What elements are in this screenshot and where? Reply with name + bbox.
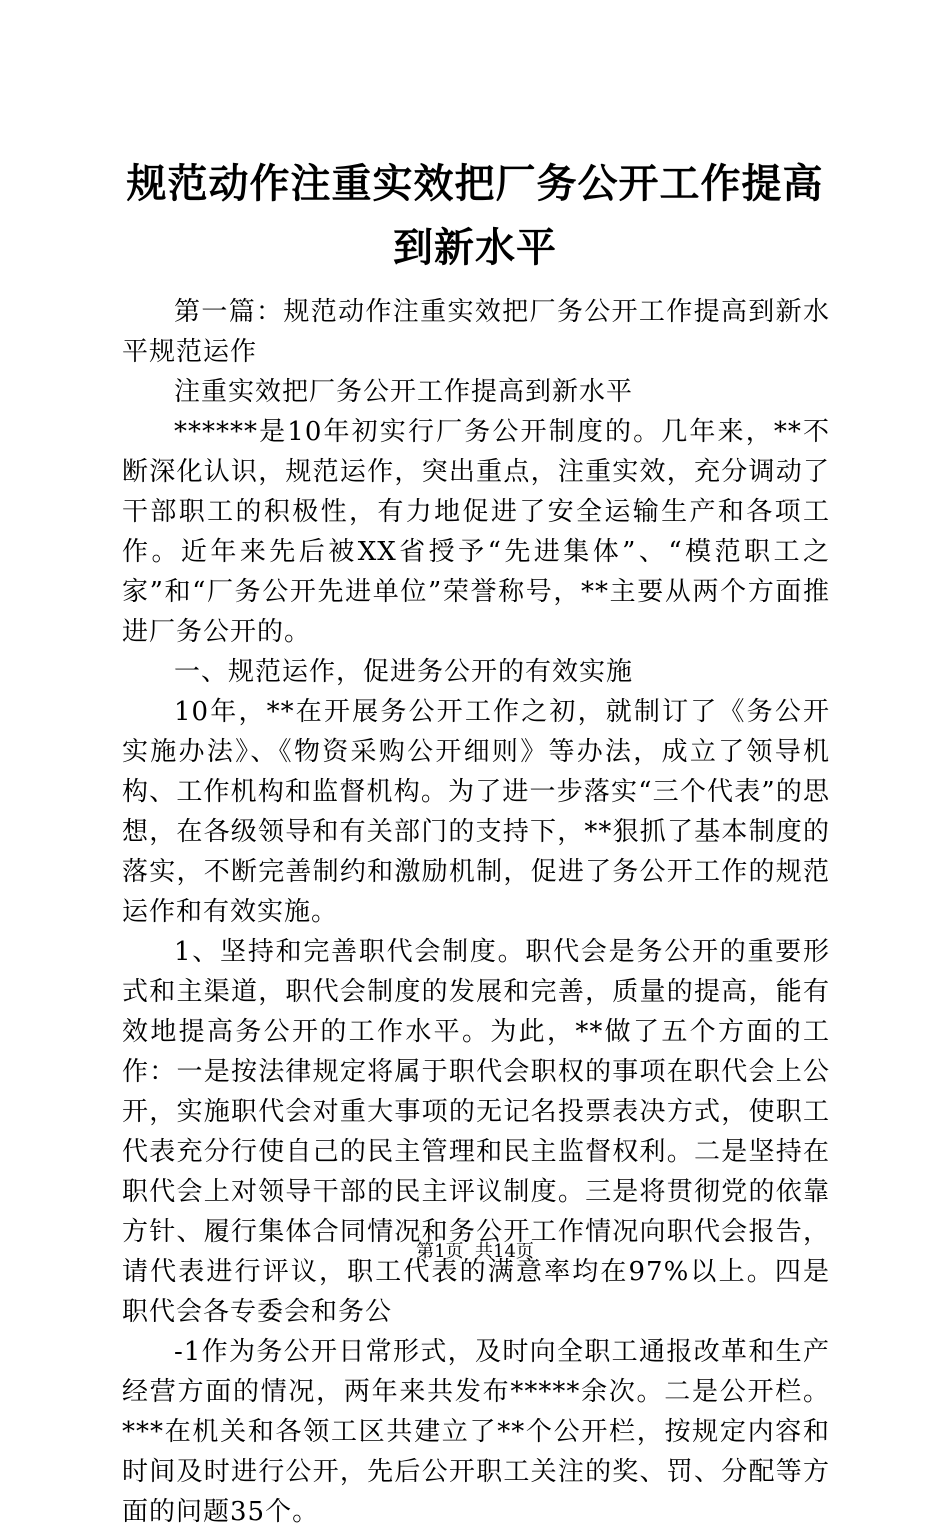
- page-total: 共14页: [475, 1241, 534, 1262]
- page-number: 第1页: [416, 1241, 464, 1262]
- paragraph-subtitle: 注重实效把厂务公开工作提高到新水平: [174, 377, 634, 407]
- paragraph-item-one: 1、坚持和完善职代会制度。职代会是务公开的重要形式和主渠道，职代会制度的发展和完善，质量的提高，能有效地提高务公开的工作水平。为此，**做了五个方面的工作：一是按法律规定将属于职代会职权的事项在职代会上公开，实施职代会对重大事项的无记名投票表决方式，使职工代表充分行使自己的民主管理和民主监督权利。二是坚持在职代会上对领导干部的民主评议制度。三是将贯彻党的依靠方针、履行集体合同情况和务公开工作情况向职代会报告，请代表进行评议，职工代表的满意率均在97%以上。四是职代会各专委会和务公: [122, 937, 830, 1327]
- paragraph-section-one: 一、规范运作，促进务公开的有效实施: [174, 657, 634, 687]
- page-footer: [0, 1240, 950, 1264]
- paragraph-heading-first: 第一篇：规范动作注重实效把厂务公开工作提高到新水平规范运作: [122, 297, 830, 367]
- paragraph-section-one-body: 10年，**在开展务公开工作之初，就制订了《务公开实施办法》、《物资采购公开细则》等办法，成立了领导机构、工作机构和监督机构。为了进一步落实“三个代表”的思想，在各级领导和有关部门的支持下，**狠抓了基本制度的落实，不断完善制约和激励机制，促进了务公开工作的规范运作和有效实施。: [122, 697, 830, 927]
- document-body: [122, 292, 830, 1532]
- document-title: 规范动作注重实效把厂务公开工作提高到新水平: [126, 160, 824, 271]
- paragraph-intro: ******是10年初实行厂务公开制度的。几年来，**不断深化认识，规范运作，突出重点，注重实效，充分调动了干部职工的积极性，有力地促进了安全运输生产和各项工作。近年来先后被XX省授予“先进集体”、“模范职工之家”和“厂务公开先进单位”荣誉称号，**主要从两个方面推进厂务公开的。: [122, 417, 830, 647]
- paragraph-continuation: -1作为务公开日常形式，及时向全职工通报改革和生产经营方面的情况，两年来共发布*****余次。二是公开栏。***在机关和各领工区共建立了**个公开栏，按规定内容和时间及时进行公开，先后公开职工关注的奖、罚、分配等方面的问题35个。: [122, 1337, 830, 1527]
